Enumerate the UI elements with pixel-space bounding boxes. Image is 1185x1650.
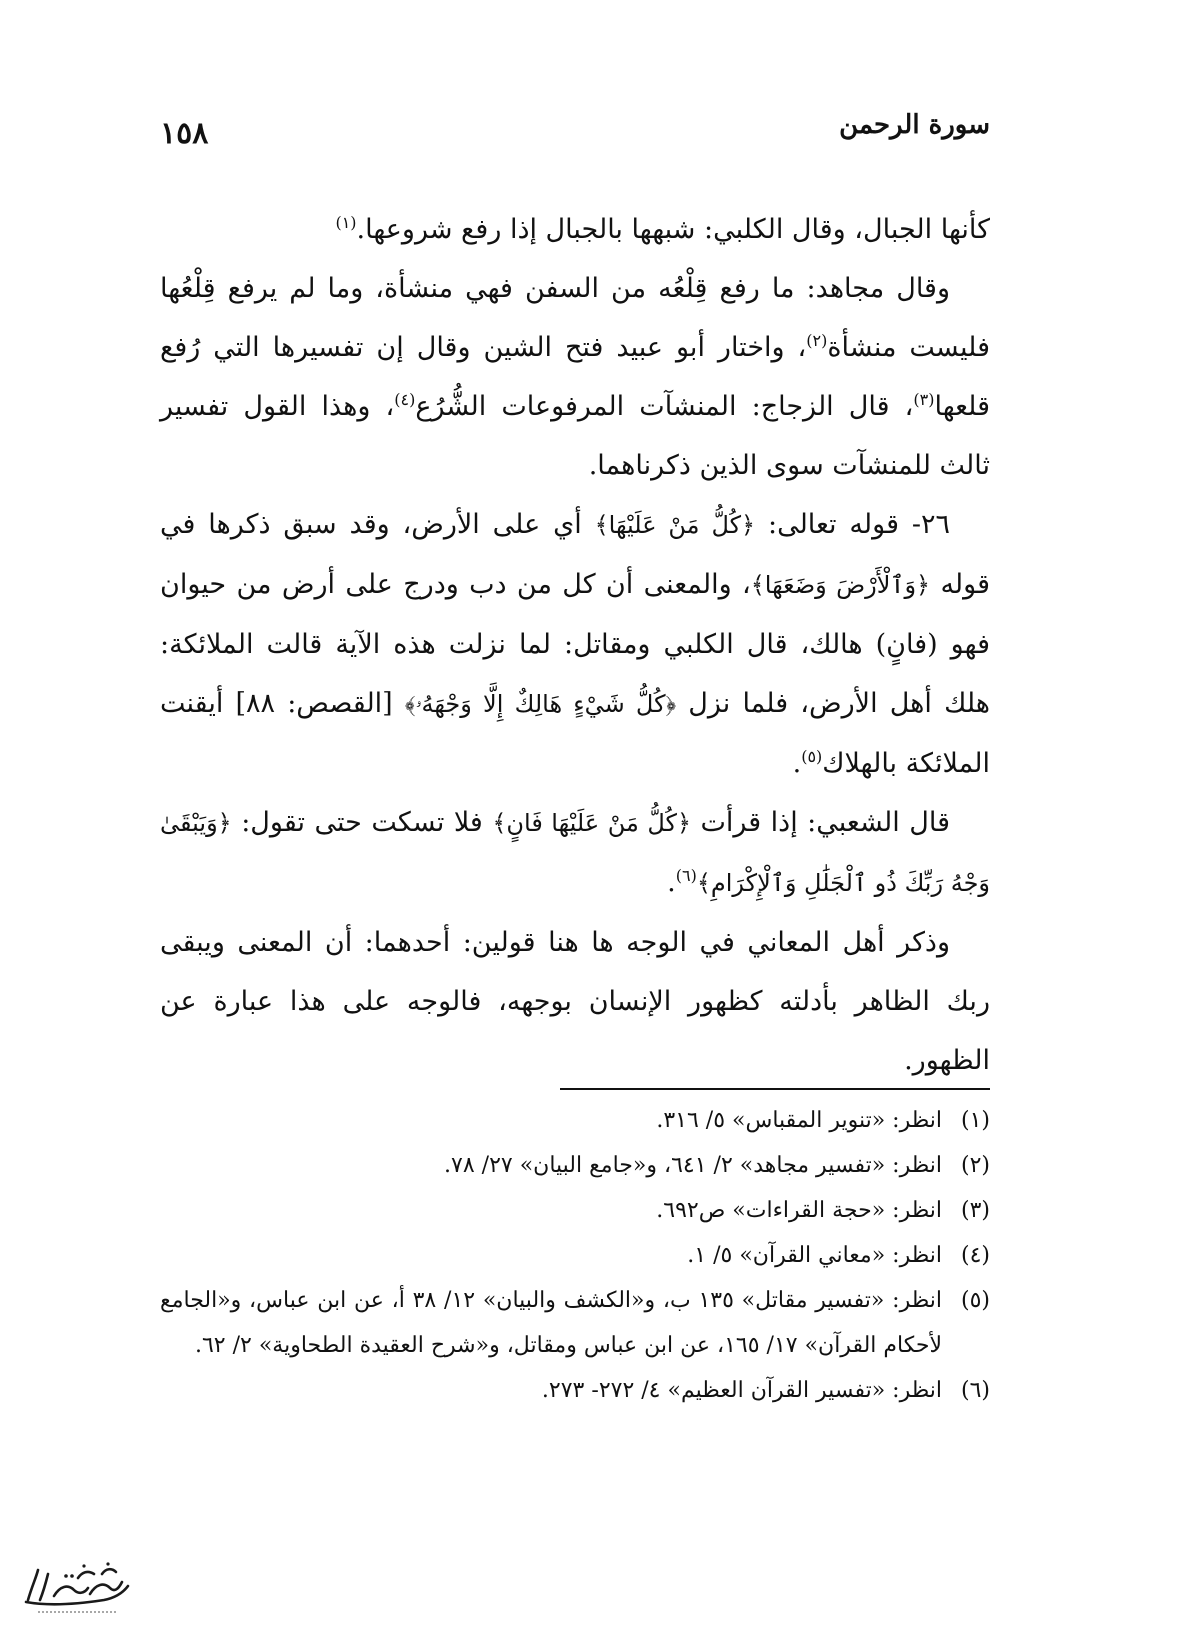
- paragraph-4-text-1: قال الشعبي: إذا قرأت: [691, 807, 950, 838]
- paragraph-4-text-2: فلا تسكت حتى تقول:: [231, 807, 493, 838]
- footnotes: [160, 1098, 990, 1413]
- footnote-number: (٦): [960, 1378, 990, 1403]
- paragraph-2-text-4: ، وهذا القول تفسير ثالث للمنشآت سوى الذين ذكرناهما.: [160, 391, 990, 481]
- main-text: [160, 200, 990, 1090]
- paragraph-3-text-2: أي على الأرض، وقد سبق ذكرها في قوله: [160, 509, 991, 600]
- footnote-number: (٥): [960, 1288, 990, 1313]
- paragraph-4: [160, 793, 990, 913]
- paragraph-3-text-1: ٢٦- قوله تعالى:: [755, 509, 950, 540]
- footnote-number: (٣): [960, 1198, 990, 1223]
- paragraph-5-text: وذكر أهل المعاني في الوجه ها هنا قولين: أحدهما: أن المعنى ويبقى ربك الظاهر بأدلته كظهور الإنسان بوجهه، فالوجه على هذا عبارة عن الظهور.: [160, 927, 990, 1076]
- calligraphy-stamp-icon: [18, 1556, 138, 1616]
- paragraph-3: [160, 495, 990, 793]
- footnote-3: [160, 1188, 990, 1233]
- footnote-ref-3: (٣): [913, 390, 935, 409]
- paragraph-2: [160, 259, 990, 495]
- footnote-ref-2: (٢): [806, 331, 828, 350]
- paragraph-3-text-3: ، والمعنى أن كل من دب ودرج على أرض من حيوان فهو (فانٍ) هالك، قال الكلبي ومقاتل: لما نزلت هذه الآية قالت الملائكة: هلك أهل الأرض، فلما نزل: [160, 569, 990, 719]
- paragraph-2-text-3: ، قال الزجاج: المنشآت المرفوعات الشُّرُع: [415, 391, 914, 422]
- footnote-2: [160, 1143, 990, 1188]
- paragraph-5: [160, 913, 990, 1090]
- quran-quote-1: ﴿كُلُّ مَنْ عَلَيْهَا﴾: [594, 511, 756, 539]
- paragraph-3-text-4: [القصص: ٨٨] أيقنت الملائكة بالهلاك: [160, 688, 990, 779]
- footnote-ref-4: (٤): [394, 390, 416, 409]
- paragraph-2-text-2: ، واختار أبو عبيد فتح الشين وقال إن تفسيرها التي رُفع قلعها: [160, 332, 991, 422]
- footnote-text: انظر: «حجة القراءات» ص٦٩٢.: [656, 1198, 942, 1223]
- footnote-text: انظر: «تفسير مقاتل» ١٣٥ ب، و«الكشف والبيان» ١٢/ ٣٨ أ، عن ابن عباس، و«الجامع لأحكام القرآن» ١٧/ ١٦٥، عن ابن عباس ومقاتل، و«شرح العقيدة الطحاوية» ٢/ ٦٢.: [160, 1288, 942, 1358]
- quran-quote-5: ﴿وَيَبْقَىٰ وَجْهُ رَبِّكَ ذُو ٱلْجَلَٰلِ وَٱلْإِكْرَامِ﴾: [160, 809, 990, 897]
- footnote-separator: [560, 1088, 990, 1090]
- footnote-ref-5: (٥): [801, 747, 823, 766]
- footnote-text: انظر: «تفسير القرآن العظيم» ٤/ ٢٧٢- ٢٧٣.: [541, 1378, 942, 1403]
- paragraph-1-text: كأنها الجبال، وقال الكلبي: شبهها بالجبال إذا رفع شروعها.: [356, 214, 990, 245]
- footnote-1: [160, 1098, 990, 1143]
- quran-quote-3: ﴿كُلُّ شَيْءٍ هَالِكٌ إِلَّا وَجْهَهُۥ﴾: [404, 690, 677, 718]
- running-title: سورة الرحمن: [839, 110, 990, 140]
- quran-quote-2: ﴿وَٱلْأَرْضَ وَضَعَهَا﴾: [750, 571, 931, 599]
- footnote-ref-6: (٦): [675, 866, 697, 885]
- footnote-6: [160, 1368, 990, 1413]
- page-header: [160, 110, 990, 160]
- page-number: ١٥٨: [160, 116, 209, 151]
- quran-quote-4: ﴿كُلُّ مَنْ عَلَيْهَا فَانٍ﴾: [492, 809, 692, 837]
- paragraph-2-text-1: وقال مجاهد: ما رفع قِلْعُه من السفن فهي منشأة، وما لم يرفع قِلْعُها فليست منشأة: [160, 273, 990, 363]
- footnote-number: (٤): [960, 1243, 990, 1268]
- paragraph-1: [160, 200, 990, 259]
- footnote-text: انظر: «تفسير مجاهد» ٢/ ٦٤١، و«جامع البيان» ٢٧/ ٧٨.: [444, 1153, 942, 1178]
- footnote-number: (١): [960, 1108, 990, 1133]
- paragraph-4-text-3: .: [667, 867, 676, 898]
- footnote-ref-1: (١): [335, 213, 357, 232]
- footnote-4: [160, 1233, 990, 1278]
- footnote-number: (٢): [960, 1153, 990, 1178]
- footnote-5: [160, 1278, 990, 1368]
- footnote-text: انظر: «تنوير المقباس» ٥/ ٣١٦.: [656, 1108, 942, 1133]
- paragraph-3-text-5: .: [792, 748, 802, 779]
- footnote-text: انظر: «معاني القرآن» ٥/ ١.: [687, 1243, 942, 1268]
